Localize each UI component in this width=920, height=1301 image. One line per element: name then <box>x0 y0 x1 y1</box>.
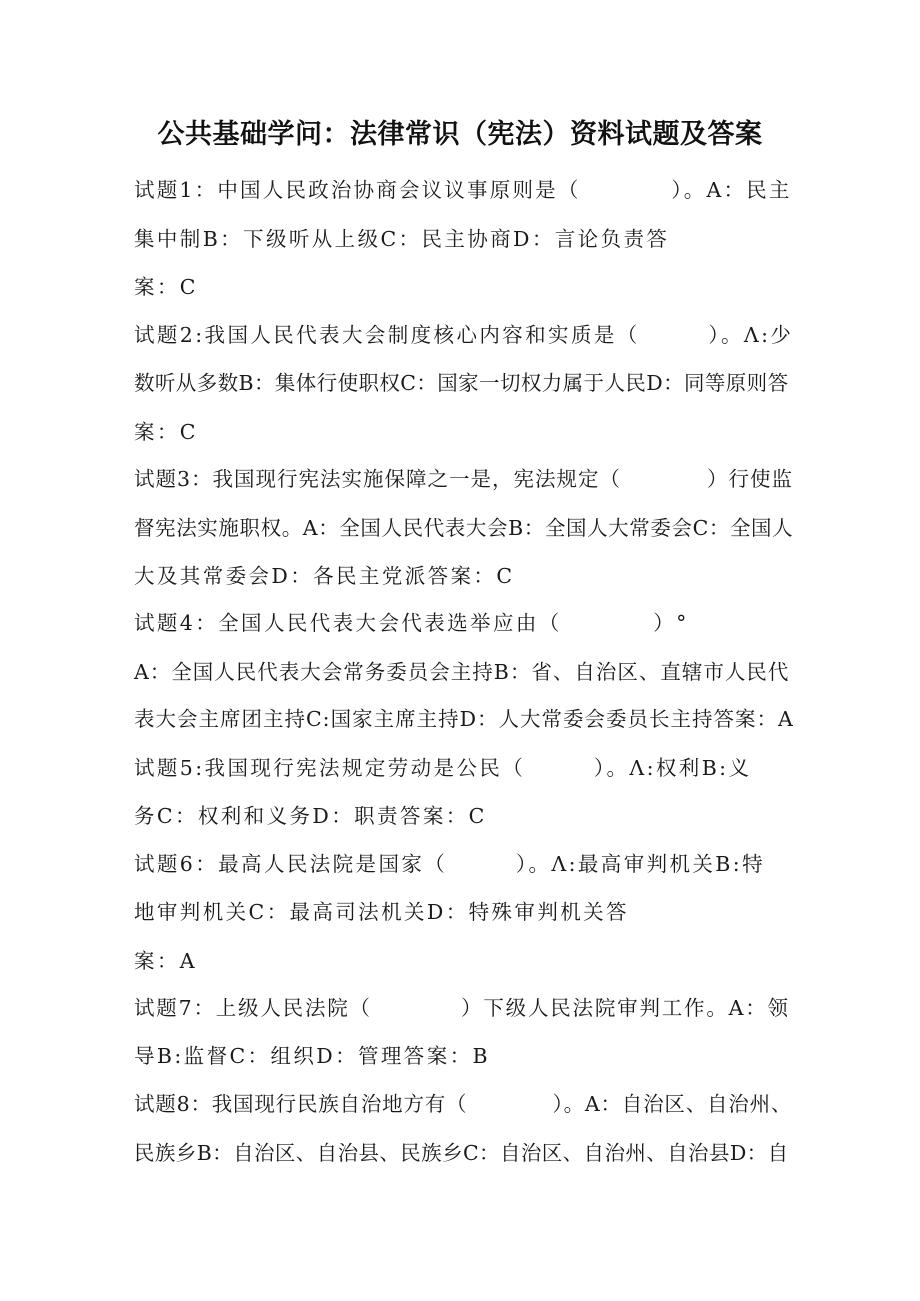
text-line-q8-1: 试题8：我国现行民族自治地方有（ ）。A：自治区、自治州、 <box>134 1092 793 1116</box>
text-line-q4-1: 试题4：全国人民代表大会代表选举应由（ ）° <box>134 611 689 635</box>
text-line-q6-answer: 案：A <box>134 949 198 973</box>
text-line-q1-1: 试题1：中国人民政治协商会议议事原则是（ ）。A：民主 <box>134 178 792 202</box>
text-line-q7-2: 导B:监督C：组织D：管理答案：B <box>134 1044 490 1068</box>
text-line-q2-2: 数听从多数B：集体行使职权C：国家一切权力属于人民D：同等原则答 <box>134 371 789 395</box>
text-line-q4-2: A：全国人民代表大会常务委员会主持B：省、自治区、直辖市人民代 <box>134 660 790 684</box>
text-line-q3-3: 大及其常委会D：各民主党派答案：C <box>134 564 515 588</box>
text-line-q4-3: 表大会主席团主持C:国家主席主持D：人大常委会委员长主持答案：A <box>134 707 794 731</box>
text-line-q1-answer: 案：C <box>134 275 198 299</box>
text-line-q6-2: 地审判机关C：最高司法机关D：特殊审判机关答 <box>134 900 629 924</box>
text-line-q1-2: 集中制B：下级听从上级C：民主协商D：言论负责答 <box>134 227 670 251</box>
text-line-q5-2: 务C：权利和义务D：职责答案：C <box>134 804 487 828</box>
text-line-q3-2: 督宪法实施职权。A：全国人民代表大会B：全国人大常委会C：全国人 <box>134 516 794 540</box>
text-line-q6-1: 试题6：最高人民法院是国家（ ）。Λ:最高审判机关B:特 <box>134 852 765 876</box>
text-line-q3-1: 试题3：我国现行宪法实施保障之一是，宪法规定（ ）行使监 <box>134 467 794 491</box>
text-line-q8-2: 民族乡B：自治区、自治县、民族乡C：自治区、自治州、自治县D：自 <box>134 1141 789 1165</box>
text-line-q2-answer: 案：C <box>134 420 198 444</box>
text-line-q5-1: 试题5:我国现行宪法规定劳动是公民（ ）。Λ:权利B:义 <box>134 756 752 780</box>
text-line-q2-1: 试题2:我国人民代表大会制度核心内容和实质是（ ）。Λ:少 <box>134 323 794 347</box>
document-title: 公共基础学问：法律常识（宪法）资料试题及答案 <box>157 119 763 150</box>
text-line-q7-1: 试题7：上级人民法院（ ）下级人民法院审判工作。A：领 <box>134 996 790 1020</box>
